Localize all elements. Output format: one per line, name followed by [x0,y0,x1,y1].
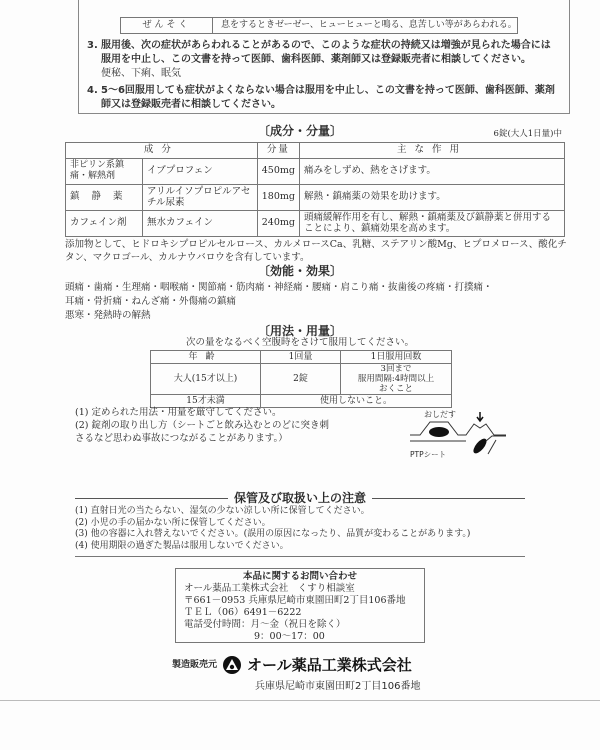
header-amount: 分量 [257,143,299,159]
header-times: 1日服用回数 [341,351,452,364]
storage-item: (2) 小児の手の届かない所に保管してください。 [75,517,271,528]
manufacturer-name: オール薬品工業株式会社 [247,656,412,674]
push-label: おしだす [424,410,456,419]
precaution-item-4 [87,84,557,112]
contact-phone: ＴＥＬ（06）6491－6222 [184,607,302,618]
storage-list [75,506,525,557]
category: 非ピリン系鎮痛・解熱剤 [66,158,143,184]
amount: 450mg [257,158,299,184]
storage-item: (4) 使用期限の過ぎた製品は服用しないでください。 [75,540,289,551]
dosage-title: 〔用法・用量〕 [257,324,342,338]
page-edge-divider [0,700,600,701]
dose: 2錠 [261,364,341,395]
storage-title-bar [75,490,525,506]
dosage-notes [75,406,335,445]
ptp-diagram [408,410,518,465]
symptom-description: 息をするときゼーゼー、ヒューヒューと鳴る、息苦しい等があらわれる。 [221,20,517,31]
ptp-push-out-icon [408,410,518,465]
symptom-name: ぜんそく [121,18,213,33]
storage-title: 保管及び取扱い上の注意 [234,491,367,505]
age: 15才未満 [151,395,261,408]
contact-box [175,568,425,643]
item-number: 3. [87,40,98,51]
category: 鎮静薬 [66,184,143,210]
storage-item: (1) 直射日光の当たらない、湿気の少ない涼しい所に保管してください。 [75,506,370,516]
indications-title: 〔効能・効果〕 [257,264,342,278]
company-logo-icon [222,655,242,675]
contact-hours-days: 電話受付時間：月～金（祝日を除く） [184,619,346,630]
table-row [66,158,565,184]
header-age: 年齢 [151,351,261,364]
action: 頭痛緩解作用を有し、解熱・鎮痛薬及び鎮静薬と併用することにより、鎮痛効果を高めます。 [300,210,565,236]
dosage-intro: 次の量をなるべく空腹時をさけて服用してください。 [185,337,414,348]
ingredients-title: 〔成分・分量〕 [257,124,342,138]
action: 痛みをしずめ、熱をさげます。 [300,158,565,184]
item-text: 5～6回服用しても症状がよくならない場合は服用を中止し、この文書を持って医師、歯科医師、薬剤師又は登録販売者に相談してください。 [101,85,555,110]
contact-title: 本品に関するお問い合わせ [242,571,357,582]
indications-text [65,281,575,323]
item-text: 服用後、次の症状があらわれることがあるので、このような症状の持続又は増強が見られた場合には服用を中止し、この文書を持って医師、歯科医師、薬剤師又は登録販売者に相談してください。 [101,40,551,65]
indication-line: 耳痛・骨折痛・ねんざ痛・外傷痛の鎮痛 [65,296,237,307]
dosage-note: (1) 定められた用法・用量を厳守してください。 [75,407,282,418]
age: 大人(15才以上) [151,364,261,395]
contact-hours-time: 9：00～17：00 [254,631,325,642]
ingredients-note: 6錠(大人1日量)中 [493,129,562,139]
category: カフェイン剤 [66,210,143,236]
ptp-sheet-label: PTPシート [410,450,447,459]
indication-line: 悪寒・発熱時の解熱 [65,310,151,321]
precaution-item-3 [87,39,557,81]
dosage-note: (2) 錠剤の取り出し方（シートごと飲み込むとのどに突き刺さるなど思わぬ事故につながることがあります。） [75,420,329,444]
action: 解熱・鎮痛薬の効果を助けます。 [300,184,565,210]
manufacturer-address: 兵庫県尼崎市東園田町2丁目106番地 [255,681,421,692]
child-note: 使用しないこと。 [261,395,452,408]
contact-address: 〒661－0953 兵庫県尼崎市東園田町2丁目106番地 [184,595,406,606]
item-number: 4. [87,85,98,96]
amount: 240mg [257,210,299,236]
item-sub: 便秘、下痢、眠気 [101,68,181,79]
manufacturer [172,655,412,675]
ingredients-table [65,142,565,237]
indication-line: 頭痛・歯痛・生理痛・咽喉痛・関節痛・筋肉痛・神経痛・腰痛・肩こり痛・抜歯後の疼痛・打撲痛・ [65,282,493,293]
manufacturer-label: 製造販売元 [172,660,218,671]
contact-company: オール薬品工業株式会社 くすり相談室 [184,583,355,594]
ingredient-name: アリルイソプロピルアセチル尿素 [143,184,258,210]
table-row [151,364,452,395]
table-row [66,210,565,236]
interval: 服用間隔:4時間以上おくこと [357,374,435,395]
dosage-table [150,350,452,408]
header-dose: 1回量 [261,351,341,364]
additives-text: 添加物として、ヒドロキシプロピルセルロース、カルメロースCa、乳糖、ステアリン酸Mg、ヒプロメロース、酸化チタン、マクロゴール、カルナウバロウを含有しています。 [65,239,567,263]
ingredient-name: イブプロフェン [143,158,258,184]
table-row [66,184,565,210]
storage-item: (3) 他の容器に入れ替えないでください。(誤用の原因になったり、品質が変わることがあります。) [75,529,471,539]
amount: 180mg [257,184,299,210]
symptom-table-row [120,17,518,34]
times: 3回まで [380,364,412,375]
ingredient-name: 無水カフェイン [143,210,258,236]
header-ingredient: 成分 [66,143,258,159]
header-action: 主な作用 [300,143,565,159]
